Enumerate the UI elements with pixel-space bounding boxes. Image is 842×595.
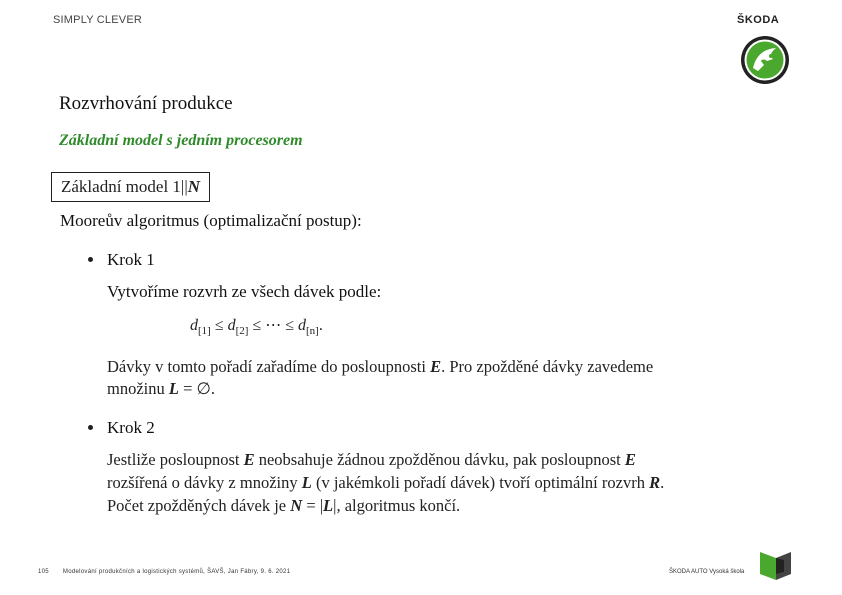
step2-label: Krok 2 bbox=[107, 418, 155, 437]
s2l3-a: Počet zpožděných dávek je bbox=[107, 496, 291, 515]
step1-line: Vytvoříme rozvrh ze všech dávek podle: bbox=[107, 282, 382, 301]
formula-s2: [2] bbox=[235, 325, 249, 338]
step2-line3 bbox=[107, 495, 460, 517]
para1-text-c: . Pro zpožděné dávky zavedeme bbox=[441, 357, 654, 376]
formula-end: . bbox=[318, 317, 323, 334]
para2-text-a: množinu bbox=[107, 379, 169, 398]
brand-wordmark: ŠKODA bbox=[737, 14, 780, 26]
bullet-step2 bbox=[88, 425, 93, 430]
model-box-prefix: Základní model 1|| bbox=[61, 177, 188, 196]
footer-brand: ŠKODA AUTO Vysoká škola bbox=[669, 569, 745, 575]
step2-line2 bbox=[107, 472, 664, 494]
s2l2-L: L bbox=[301, 473, 312, 492]
formula-d1: d bbox=[190, 317, 198, 334]
step1-paragraph-line2 bbox=[107, 378, 215, 400]
s2l1-E2: E bbox=[624, 450, 636, 469]
s2l1-c: neobsahuje žádnou zpožděnou dávku, pak posloupnost bbox=[254, 450, 625, 469]
school-flag-icon bbox=[758, 550, 792, 582]
para1-text-a: Dávky v tomto pořadí zařadíme do posloupnosti bbox=[107, 357, 431, 376]
ordering-formula bbox=[190, 315, 323, 337]
footer-caption bbox=[38, 569, 290, 575]
slide-subtitle: Základní model s jedním procesorem bbox=[59, 132, 303, 149]
model-box bbox=[51, 172, 210, 202]
s2l2-c: (v jakémkoli pořadí dávek) tvoří optimální rozvrh bbox=[311, 473, 650, 492]
page-number: 105 bbox=[38, 569, 49, 575]
s2l2-e: . bbox=[660, 473, 665, 492]
sequence-E: E bbox=[430, 357, 442, 376]
para2-text-c: = ∅. bbox=[178, 379, 216, 398]
s2l3-e: |, algoritmus končí. bbox=[333, 496, 461, 515]
algorithm-intro: Mooreův algoritmus (optimalizační postup): bbox=[60, 211, 362, 230]
slide-title: Rozvrhování produkce bbox=[59, 93, 233, 114]
footer-text: Modelování produkčních a logistických systémů, ŠAVŠ, Jan Fábry, 9. 6. 2021 bbox=[62, 569, 291, 575]
s2l3-N: N bbox=[290, 496, 303, 515]
formula-d3: d bbox=[298, 317, 306, 334]
s2l3-c: = | bbox=[302, 496, 324, 515]
step1-paragraph-line1 bbox=[107, 356, 653, 378]
s2l2-R: R bbox=[649, 473, 661, 492]
s2l2-a: rozšířená o dávky z množiny bbox=[107, 473, 302, 492]
formula-d2: d bbox=[227, 317, 236, 334]
skoda-logo-icon bbox=[740, 35, 790, 85]
bullet-step1 bbox=[88, 257, 93, 262]
formula-s1: [1] bbox=[198, 325, 211, 338]
step1-label: Krok 1 bbox=[107, 250, 155, 269]
s2l1-E: E bbox=[243, 450, 255, 469]
slogan: SIMPLY CLEVER bbox=[53, 14, 143, 26]
formula-op2: ≤ ⋯ ≤ bbox=[248, 317, 298, 334]
model-box-symbol: N bbox=[187, 177, 201, 196]
s2l1-a: Jestliže posloupnost bbox=[107, 450, 244, 469]
step2-line1 bbox=[107, 449, 636, 471]
set-L: L bbox=[168, 379, 179, 398]
s2l3-L: L bbox=[323, 496, 334, 515]
formula-s3: [n] bbox=[306, 325, 319, 338]
formula-op1: ≤ bbox=[210, 317, 228, 334]
